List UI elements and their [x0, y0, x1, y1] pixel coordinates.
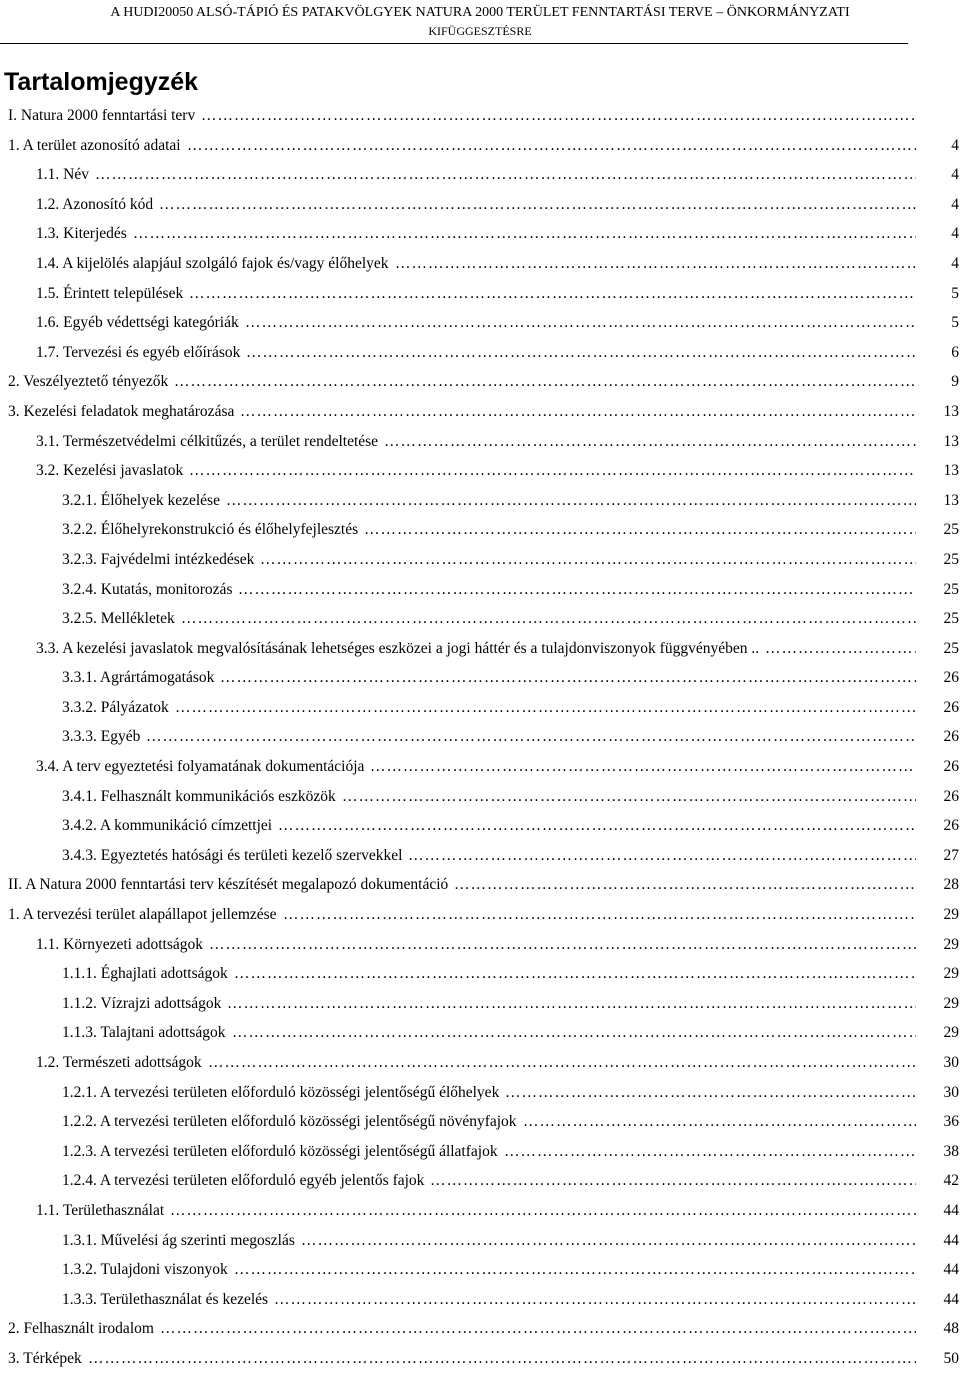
toc-dot-leader: [274, 1285, 916, 1315]
toc-entry-title: 1.2. Természeti adottságok: [36, 1054, 202, 1071]
toc-entry-page-number: 25: [943, 521, 959, 539]
toc-entry-page-number: 44: [943, 1290, 959, 1308]
toc-entry[interactable]: [0, 279, 960, 309]
header-divider: [0, 43, 908, 44]
toc-entry-title: 1.3.3. Területhasználat és kezelés: [62, 1290, 269, 1308]
toc-entry[interactable]: [0, 752, 960, 782]
toc-dot-leader: [454, 870, 916, 900]
toc-entry-page-number: 25: [943, 639, 959, 657]
toc-entry[interactable]: [0, 959, 960, 989]
toc-entry-title: 1. A tervezési terület alapállapot jellemzése: [8, 906, 277, 924]
toc-entry-page-number: 5: [951, 314, 959, 332]
toc-entry-title: 3.1. Természetvédelmi célkitűzés, a terület rendeltetése: [36, 432, 379, 450]
toc-entry-page-number: 27: [943, 846, 959, 864]
toc-entry-title: 1.4. A kijelölés alapjául szolgáló fajok és/vagy élőhelyek: [36, 254, 389, 272]
toc-entry[interactable]: [0, 456, 960, 486]
toc-dot-leader: [227, 989, 916, 1019]
toc-entry-page-number: 26: [943, 698, 959, 716]
toc-entry-title: 1.1. Név: [36, 166, 89, 184]
toc-entry[interactable]: [0, 486, 960, 516]
toc-entry[interactable]: [0, 367, 960, 397]
toc-dot-leader: [278, 811, 916, 841]
toc-dot-leader: [174, 367, 916, 397]
toc-dot-leader: [88, 1344, 916, 1374]
toc-entry-title: 1.1.2. Vízrajzi adottságok: [62, 994, 222, 1012]
toc-entry[interactable]: [0, 338, 960, 368]
toc-dot-leader: [181, 604, 916, 634]
toc-entry[interactable]: [0, 160, 960, 190]
toc-title: Tartalomjegyzék: [4, 68, 199, 96]
toc-dot-leader: [187, 131, 916, 161]
toc-entry-page-number: 28: [943, 876, 959, 894]
toc-entry[interactable]: [0, 249, 960, 279]
toc-entry-title: 1.2.2. A tervezési területen előforduló közösségi jelentőségű növényfajok: [62, 1113, 517, 1131]
toc-dot-leader: [234, 959, 916, 989]
toc-entry[interactable]: [0, 1285, 960, 1315]
toc-entry-page-number: 29: [943, 935, 959, 953]
toc-entry[interactable]: [0, 131, 960, 161]
toc-entry-title: 3.4.3. Egyeztetés hatósági és területi kezelő szervekkel: [62, 846, 403, 864]
toc-entry[interactable]: [0, 1314, 960, 1344]
toc-entry-page-number: 26: [943, 669, 959, 687]
toc-entry[interactable]: [0, 900, 960, 930]
toc-dot-leader: [232, 1018, 916, 1048]
toc-entry-page-number: 5: [951, 284, 959, 302]
toc-entry-title: 3. Kezelési feladatok meghatározása: [8, 402, 235, 420]
toc-entry-page-number: 50: [943, 1349, 959, 1367]
toc-dot-leader: [146, 722, 916, 752]
toc-dot-leader: [246, 338, 916, 368]
toc-dot-leader: [430, 1166, 916, 1196]
toc-entry-page-number: 36: [943, 1113, 959, 1131]
toc-dot-leader: [504, 1137, 916, 1167]
toc-entry-page-number: 9: [951, 373, 959, 391]
page-header: [0, 0, 960, 46]
toc-entry-title: 1.3.2. Tulajdoni viszonyok: [62, 1261, 228, 1279]
toc-entry-page-number: 13: [943, 402, 959, 420]
toc-entry-page-number: 25: [943, 610, 959, 628]
toc-entry[interactable]: [0, 1078, 960, 1108]
toc-entry[interactable]: [0, 397, 960, 427]
toc-entry-title: 1.2.3. A tervezési területen előforduló közösségi jelentőségű állatfajok: [62, 1142, 498, 1160]
toc-entry-title: 3.4.1. Felhasznált kommunikációs eszközök: [62, 787, 336, 805]
toc-entry[interactable]: [0, 1137, 960, 1167]
toc-dot-leader: [160, 1314, 916, 1344]
toc-entry-page-number: 30: [943, 1054, 959, 1071]
toc-entry-title: 3.3.3. Egyéb: [62, 728, 141, 746]
toc-entry-title: 3.3. A kezelési javaslatok megvalósításának lehetséges eszközei a jogi háttér és a tulajdonviszonyok függvényében ..: [36, 639, 760, 657]
toc-entry-page-number: 4: [951, 254, 959, 272]
toc-dot-leader: [95, 160, 916, 190]
toc-dot-leader: [133, 219, 916, 249]
toc-entry-title: 3.4. A terv egyeztetési folyamatának dokumentációja: [36, 758, 365, 776]
toc-entry[interactable]: [0, 930, 960, 960]
toc-entry[interactable]: [0, 1196, 960, 1226]
toc-dot-leader: [364, 515, 916, 545]
toc-entry-title: 2. Felhasznált irodalom: [8, 1320, 154, 1338]
toc-dot-leader: [245, 308, 916, 338]
toc-dot-leader: [234, 1255, 916, 1285]
toc-entry-title: 3.4.2. A kommunikáció címzettjei: [62, 817, 273, 835]
toc-entry-title: II. A Natura 2000 fenntartási terv készítését megalapozó dokumentáció: [8, 876, 449, 894]
toc-entry[interactable]: [0, 634, 960, 664]
toc-entry-page-number: 30: [943, 1083, 959, 1101]
toc-entry-page-number: 4: [951, 136, 959, 154]
toc-entry-page-number: 25: [943, 550, 959, 568]
toc-entry[interactable]: [0, 1018, 960, 1048]
toc-entry-title: 1.1.1. Éghajlati adottságok: [62, 965, 228, 983]
header-title-line1: A HUDI20050 ALSÓ-TÁPIÓ ÉS PATAKVÖLGYEK NATURA 2000 TERÜLET FENNTARTÁSI TERVE – ÖNKORMÁNYZATI: [110, 5, 850, 20]
toc-entry-page-number: 26: [943, 758, 959, 776]
toc-entry-page-number: 29: [943, 1024, 959, 1042]
toc-entry-page-number: 29: [943, 906, 959, 924]
toc-entry-page-number: 26: [943, 787, 959, 805]
toc-entry-page-number: 44: [943, 1261, 959, 1279]
toc-entry[interactable]: [0, 870, 960, 900]
toc-dot-leader: [220, 663, 916, 693]
toc-dot-leader: [159, 190, 916, 220]
toc-entry[interactable]: [0, 1226, 960, 1256]
table-of-contents: [0, 101, 960, 1374]
toc-entry[interactable]: [0, 545, 960, 575]
toc-entry-title: 1.1. Területhasználat: [36, 1201, 165, 1219]
toc-entry-title: 1.7. Tervezési és egyéb előírások: [36, 343, 241, 361]
toc-entry[interactable]: [0, 811, 960, 841]
toc-entry[interactable]: [0, 1255, 960, 1285]
toc-dot-leader: [208, 1048, 916, 1078]
toc-entry-page-number: 42: [943, 1172, 959, 1190]
toc-dot-leader: [395, 249, 916, 279]
toc-entry[interactable]: [0, 308, 960, 338]
toc-entry-title: 3.2.1. Élőhelyek kezelése: [62, 491, 220, 509]
toc-entry[interactable]: [0, 782, 960, 812]
toc-dot-leader: [283, 900, 916, 930]
toc-dot-leader: [342, 782, 916, 812]
toc-entry[interactable]: [0, 575, 960, 605]
toc-entry-page-number: 26: [943, 817, 959, 835]
toc-entry-page-number: 13: [943, 462, 959, 480]
toc-entry-page-number: 6: [951, 343, 959, 361]
toc-dot-leader: [384, 427, 916, 457]
toc-entry-title: 3.2.3. Fajvédelmi intézkedések: [62, 550, 255, 568]
toc-dot-leader: [238, 575, 916, 605]
toc-entry[interactable]: [0, 1048, 960, 1078]
toc-entry-title: 3.3.1. Agrártámogatások: [62, 669, 215, 687]
toc-entry-page-number: 4: [951, 166, 959, 184]
toc-dot-leader: [189, 456, 916, 486]
toc-entry[interactable]: [0, 1344, 960, 1374]
toc-entry[interactable]: [0, 101, 960, 131]
toc-entry-title: 1.2.1. A tervezési területen előforduló közösségi jelentőségű élőhelyek: [62, 1083, 500, 1101]
toc-entry-page-number: 44: [943, 1201, 959, 1219]
toc-entry[interactable]: [0, 841, 960, 871]
toc-entry-page-number: 44: [943, 1231, 959, 1249]
toc-entry-page-number: 13: [943, 491, 959, 509]
toc-entry[interactable]: [0, 190, 960, 220]
toc-entry-page-number: 29: [943, 994, 959, 1012]
toc-entry-title: 1. A terület azonosító adatai: [8, 136, 181, 154]
toc-dot-leader: [523, 1107, 916, 1137]
toc-entry-page-number: 25: [943, 580, 959, 598]
toc-entry-title: 3.2.4. Kutatás, monitorozás: [62, 580, 233, 598]
toc-entry-page-number: 26: [943, 728, 959, 746]
toc-entry-title: 1.1.3. Talajtani adottságok: [62, 1024, 226, 1042]
toc-entry-page-number: 4: [951, 195, 959, 213]
toc-dot-leader: [408, 841, 916, 871]
toc-entry[interactable]: [0, 722, 960, 752]
toc-entry-title: 1.3.1. Művelési ág szerinti megoszlás: [62, 1231, 295, 1249]
toc-dot-leader: [209, 930, 916, 960]
toc-entry[interactable]: [0, 1107, 960, 1137]
toc-entry-title: 3.2.5. Mellékletek: [62, 610, 175, 628]
toc-entry-title: I. Natura 2000 fenntartási terv: [8, 107, 196, 124]
toc-dot-leader: [226, 486, 916, 516]
toc-entry[interactable]: [0, 515, 960, 545]
toc-entry-title: 3.3.2. Pályázatok: [62, 698, 169, 716]
toc-entry-title: 1.5. Érintett települések: [36, 284, 184, 302]
toc-entry-title: 3. Térképek: [8, 1349, 82, 1367]
toc-entry-page-number: 13: [943, 432, 959, 450]
toc-entry-title: 3.2.2. Élőhelyrekonstrukció és élőhelyfejlesztés: [62, 521, 359, 539]
toc-entry[interactable]: [0, 427, 960, 457]
toc-entry-page-number: 29: [943, 965, 959, 983]
toc-entry-page-number: 4: [951, 225, 959, 243]
toc-entry-page-number: 38: [943, 1142, 959, 1160]
toc-dot-leader: [505, 1078, 916, 1108]
toc-dot-leader: [370, 752, 916, 782]
toc-entry[interactable]: [0, 1166, 960, 1196]
toc-entry-title: 1.6. Egyéb védettségi kategóriák: [36, 314, 239, 332]
toc-entry[interactable]: [0, 693, 960, 723]
toc-entry-title: 1.3. Kiterjedés: [36, 225, 127, 243]
toc-entry-page-number: 48: [943, 1320, 959, 1338]
toc-dot-leader: [201, 101, 916, 131]
toc-dot-leader: [240, 397, 916, 427]
toc-entry[interactable]: [0, 989, 960, 1019]
toc-entry-title: 1.1. Környezeti adottságok: [36, 935, 204, 953]
toc-dot-leader: [170, 1196, 916, 1226]
toc-dot-leader: [175, 693, 916, 723]
toc-entry-title: 1.2. Azonosító kód: [36, 195, 154, 213]
toc-entry-title: 3.2. Kezelési javaslatok: [36, 462, 184, 480]
header-title-line2: KIFÜGGESZTÉSRE: [428, 24, 532, 38]
toc-entry[interactable]: [0, 604, 960, 634]
toc-dot-leader: [301, 1226, 916, 1256]
toc-entry-title: 2. Veszélyeztető tényezők: [8, 373, 169, 391]
toc-entry[interactable]: [0, 663, 960, 693]
toc-entry[interactable]: [0, 219, 960, 249]
toc-entry-title: 1.2.4. A tervezési területen előforduló egyéb jelentős fajok: [62, 1172, 425, 1190]
toc-dot-leader: [189, 279, 916, 309]
toc-dot-leader: [765, 634, 916, 664]
toc-dot-leader: [260, 545, 916, 575]
